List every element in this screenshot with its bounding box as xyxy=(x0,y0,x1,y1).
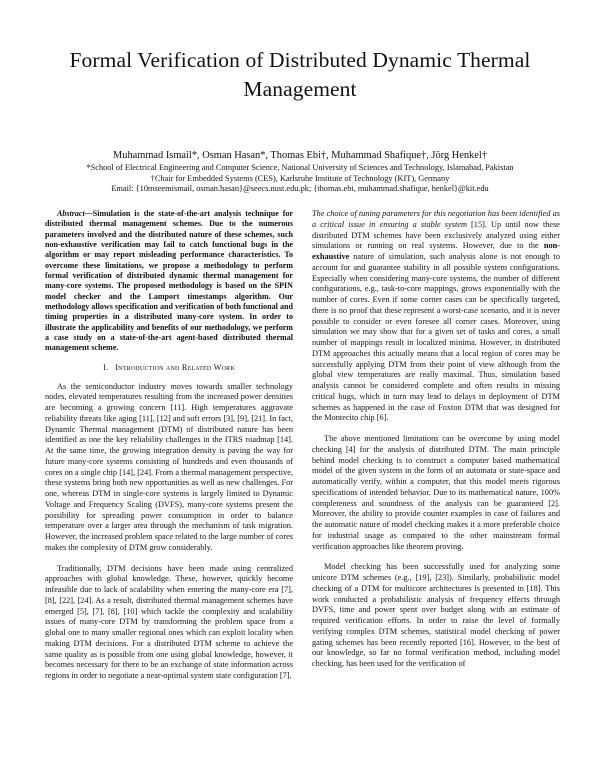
author-list: Muhammad Ismail*, Osman Hasan*, Thomas Ebi†, Muhammad Shafique†, Jörg Henkel† xyxy=(113,150,487,161)
affiliation-nust: *School of Electrical Engineering and Computer Science, National University of Sciences and Technology, Islamabad, Pakistan xyxy=(86,163,514,172)
section-number: I. xyxy=(103,362,109,372)
abstract-text: —Simulation is the state-of-the-art analysis technique for distributed thermal management schemes. Due to the numerous parameters involved and the distributed nature of these schemes, such non-exhaustive verification may fail to catch functional bugs in the algorithm or may report misleading performance characteristics. To overcome these limitations, we propose a methodology to perform formal verification of distributed dynamic thermal management for many-core systems. The proposed methodology is based on the SPIN model checker and the Lamport timestamps algorithm. Our methodology allows specification and verification of both functional and timing properties in a distributed many-core system. In order to illustrate the applicability and benefits of our methodology, we perform a case study on a state-of-the-art agent-based distributed thermal management scheme. xyxy=(45,209,293,353)
emphasis-text: The choice of tuning parameters for this negotiation has been identified as a critical issue in ensuring a stable system xyxy=(312,209,560,229)
affiliations xyxy=(20,163,580,195)
left-column xyxy=(45,209,293,682)
author-emails: Email: {10mseemismail, osman.hasan}@seecs.nust.edu.pk; {thomas.ebi, muhammad.shafique, henkel}@kit.edu xyxy=(111,184,489,193)
right-paragraph-1: The choice of tuning parameters for this negotiation has been identified as a critical issue in ensuring a stable system [15]. Up until now these distributed DTM schemes have been exclusively analyzed using either simulations or running on real systems. However, due to the non-exhaustive nature of simulation, such analysis alone is not enough to account for and guarantee stability in all possible system configurations. Especially when considering many-core systems, the number of different configurations, e.g., task-to-core mappings, grows exponentially with the number of cores. Even if some corner cases can be specifically targeted, there is no proof that these represent a worst-case scenario, and it is never possible to consider or even foresee all corner cases. Moreover, using simulation we may show that for a given set of tasks and cores, a small number of mappings result in localized minima. However, in distributed DTM approaches this actually means that a local region of cores may be successfully applying DTM from their point of view although from the global view temperatures are really maximal. Thus, simulation based analysis cannot be considered complete and often results in missing critical bugs, which in turn may lead to delays in deployment of DTM schemes as happened in the case of Foxton DTM that was designed for the Montecito chip [6]. xyxy=(312,209,560,423)
section-heading-1 xyxy=(45,363,293,374)
right-paragraph-3: Model checking has been successfully used for analyzing some unicore DTM schemes (e.g., [19], [23]). Similarly, probabilistic model checking of a DTM for multicore architectures is presented in [18]. This work conducted a probabilistic analysis of frequency effects through DVFS, time and power spent over budget along with an estimate of required verification efforts. In order to raise the level of formally verifying complex DTM schemes, statistical model checking of power gating schemes has been recently reported [16]. However, to the best of our knowledge, so far no formal verification method, including model checking, has been used for the verification of xyxy=(312,562,560,668)
intro-paragraph-1: As the semiconductor industry moves towards smaller technology nodes, elevated temperatures resulting from the increased power densities are becoming a growing concern [11]. High temperatures aggravate reliability threats like aging [11], [12] and soft errors [3], [9], [21]. In fact, Dynamic Thermal management (DTM) of distributed nature has been identified as one the key reliability challenges in the ITRS roadmap [14]. At the same time, the growing integration density is paving the way for future many-core systems consisting of hundreds and even thousands of cores on a single chip [14], [24]. From a thermal management perspective, these systems bring both new opportunities as well as new challenges. For one, whereas DTM in single-core systems is largely limited to Dynamic Voltage and Frequency Scaling (DVFS), many-core systems present the possibility for spreading power consumption in order to balance temperature over a larger area through the mechanism of task migration. However, the increased problem space related to the large number of cores makes the complexity of DTM grow considerably. xyxy=(45,381,293,552)
bold-term: non-exhaustive xyxy=(312,241,560,261)
affiliation-kit: †Chair for Embedded Systems (CES), Karlsruhe Institute of Technology (KIT), Germany xyxy=(150,173,450,183)
paper-title: Formal Verification of Distributed Dynamic Thermal Management xyxy=(69,48,531,101)
abstract-label: Abstract xyxy=(57,209,85,218)
right-column xyxy=(312,209,560,670)
abstract xyxy=(45,209,293,354)
intro-paragraph-2: Traditionally, DTM decisions have been made using centralized approaches with global knowledge. These, however, quickly become infeasible due to lack of scalability when entering the many-core era [7], [8], [22], [24]. As a result, distributed thermal management schemes have emerged [5], [7], [8], [10] which tackle the complexity and scalability issues of many-core DTM by transforming the problem space from a global one to many smaller regional ones which can exploit locality when making DTM decisions. For a distributed DTM scheme to achieve the same quality as is possible from one using global knowledge, however, it becomes necessary for there to be an exchange of state information across regions in order to negotiate a near-optimal system state configuration [7]. xyxy=(45,563,293,681)
section-title: Introduction and Related Work xyxy=(115,362,235,372)
right-paragraph-2: The above mentioned limitations can be overcome by using model checking [4] for the analysis of distributed DTM. The main principle behind model checking is to construct a computer based mathematical model of the given system in the form of an automata or state-space and automatically verify, within a computer, that this model meets rigorous specifications of intended behavior. Due to its mathematical nature, 100% completeness and soundness of the analysis can be guaranteed [2]. Moreover, the ability to provide counter examples in case of failures and the automatic nature of model checking makes it a more preferable choice for industrial usage as compared to the other mainstream formal verification approaches like theorem proving. xyxy=(312,434,560,551)
